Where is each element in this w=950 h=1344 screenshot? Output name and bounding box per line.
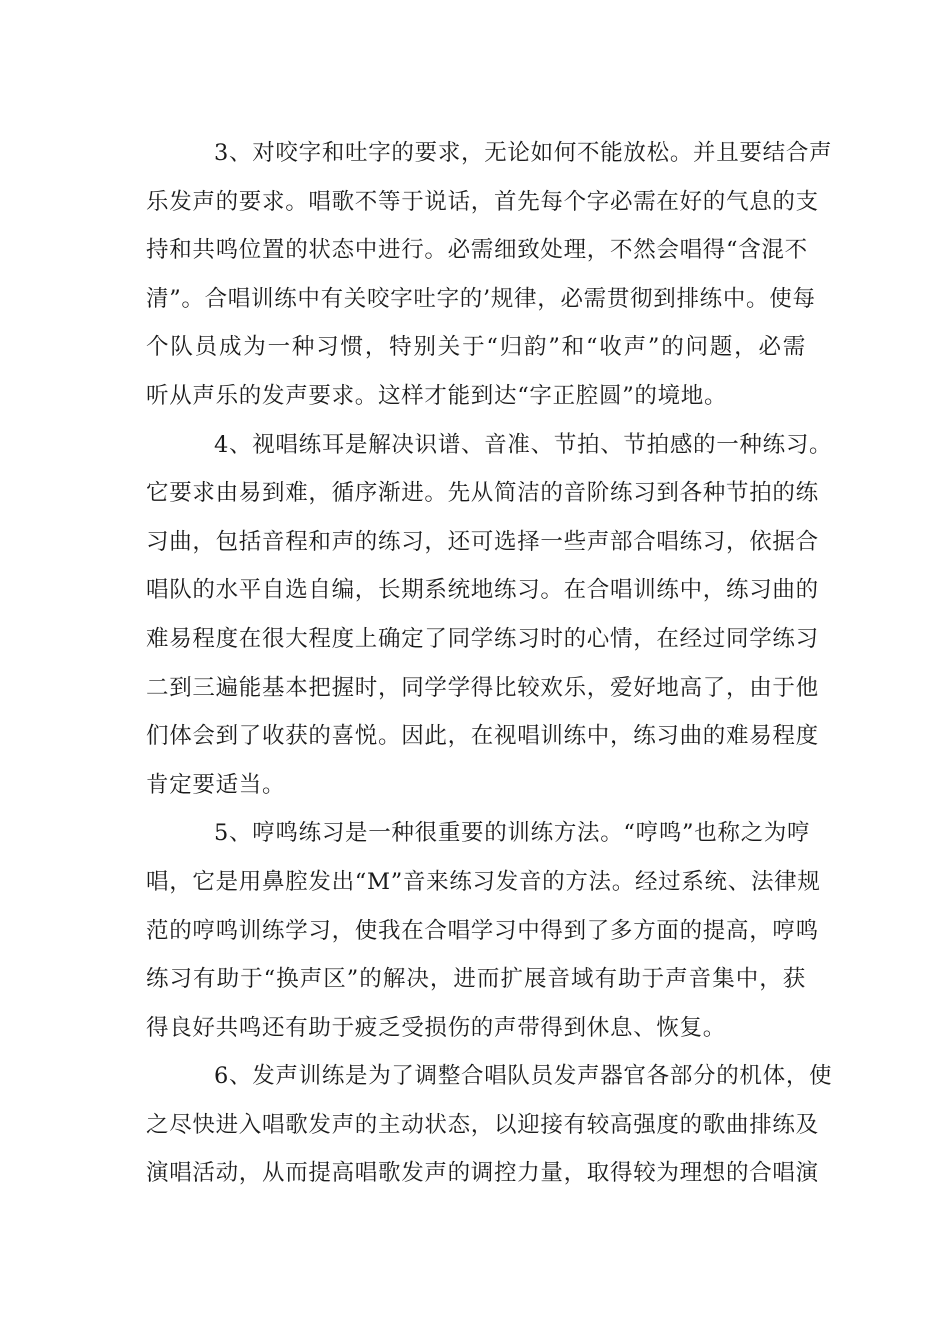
text-line: 个队员成为一种习惯，特别关于“归韵”和“收声”的问题，必需 (146, 334, 806, 361)
text-line: 二到三遍能基本把握时，同学学得比较欢乐，爱好地高了，由于他 (146, 674, 819, 701)
text-line: 唱，它是用鼻腔发出“M”音来练习发音的方法。经过系统、法律规 (146, 868, 821, 895)
text-line: 4、视唱练耳是解决识谱、音准、节拍、节拍感的一种练习。 (214, 431, 833, 458)
text-line: 之尽快进入唱歌发声的主动状态，以迎接有较高强度的歌曲排练及 (146, 1111, 819, 1138)
paragraph-3 (146, 129, 833, 421)
text-line: 5、哼鸣练习是一种很重要的训练方法。“哼鸣”也称之为哼 (214, 820, 811, 847)
text-line: 6、发声训练是为了调整合唱队员发声器官各部分的机体，使 (214, 1063, 833, 1090)
text-line: 乐发声的要求。唱歌不等于说话，首先每个字必需在好的气息的支 (146, 188, 819, 215)
text-line: 练习有助于“换声区”的解决，进而扩展音域有助于声音集中，获 (146, 966, 806, 993)
text-line: 清”。合唱训练中有关咬字吐字的’规律，必需贯彻到排练中。使每 (146, 285, 816, 312)
text-line: 们体会到了收获的喜悦。因此，在视唱训练中，练习曲的难易程度 (146, 723, 819, 750)
paragraph-4 (146, 421, 833, 810)
text-line: 它要求由易到难，循序渐进。先从简洁的音阶练习到各种节拍的练 (146, 480, 819, 507)
text-line: 听从声乐的发声要求。这样才能到达“字正腔圆”的境地。 (146, 382, 728, 409)
paragraph-6 (146, 1052, 833, 1198)
paragraph-5 (146, 809, 821, 1052)
text-line: 范的哼鸣训练学习，使我在合唱学习中得到了多方面的提高，哼鸣 (146, 917, 819, 944)
text-line: 持和共鸣位置的状态中进行。必需细致处理，不然会唱得“含混不 (146, 237, 808, 264)
text-line: 难易程度在很大程度上确定了同学练习时的心情，在经过同学练习 (146, 625, 819, 652)
text-line: 唱队的水平自选自编，长期系统地练习。在合唱训练中，练习曲的 (146, 577, 819, 604)
text-line: 演唱活动，从而提高唱歌发声的调控力量，取得较为理想的合唱演 (146, 1160, 819, 1187)
text-line: 习曲，包括音程和声的练习，还可选择一些声部合唱练习，依据合 (146, 528, 819, 555)
text-line: 得良好共鸣还有助于疲乏受损伤的声带得到休息、恢复。 (146, 1014, 727, 1041)
text-line: 3、对咬字和吐字的要求，无论如何不能放松。并且要结合声 (214, 140, 833, 166)
document-body (146, 129, 833, 1198)
text-line: 肯定要适当。 (146, 771, 286, 798)
